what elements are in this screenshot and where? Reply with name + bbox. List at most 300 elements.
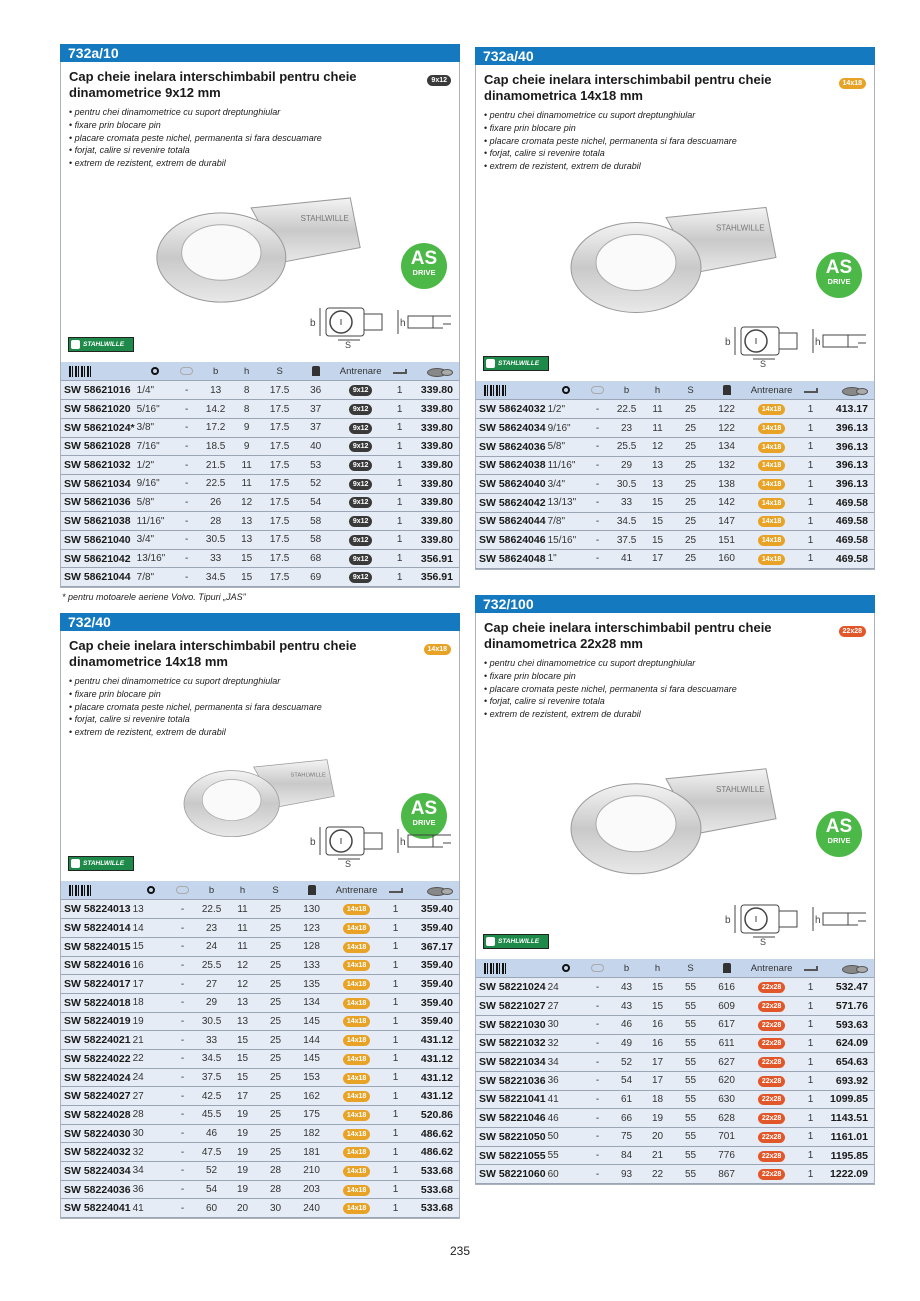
article-code: SW 58224014 bbox=[61, 919, 131, 938]
s-value: 55 bbox=[672, 1146, 710, 1165]
ring-size: 13 bbox=[131, 900, 171, 919]
link-icon bbox=[180, 367, 193, 375]
svg-text:b: b bbox=[725, 914, 731, 926]
weight-value: 135 bbox=[295, 975, 329, 994]
table-row bbox=[61, 1068, 459, 1087]
price: 339.80 bbox=[411, 530, 459, 549]
h-value: 15 bbox=[233, 549, 261, 568]
svg-text:h: h bbox=[815, 914, 821, 926]
table-header-row bbox=[61, 362, 459, 381]
table-row bbox=[61, 1106, 459, 1125]
link-value: - bbox=[171, 1199, 195, 1218]
article-code: SW 58624042 bbox=[476, 493, 546, 512]
s-value: 25 bbox=[672, 437, 710, 456]
pack-qty: 1 bbox=[385, 1124, 407, 1143]
weight-value: 138 bbox=[710, 475, 744, 494]
table-row bbox=[61, 437, 459, 456]
b-value: 23 bbox=[610, 419, 644, 438]
link-value: - bbox=[171, 1180, 195, 1199]
ring-size: 11/16" bbox=[135, 512, 175, 531]
price: 396.13 bbox=[822, 475, 874, 494]
weight-value: 210 bbox=[295, 1162, 329, 1181]
article-code: SW 58621034 bbox=[61, 474, 135, 493]
ring-size: 27 bbox=[131, 1087, 171, 1106]
drive-badge: 22x28 bbox=[758, 1057, 785, 1068]
b-value: 28 bbox=[199, 512, 233, 531]
article-code: SW 58621036 bbox=[61, 493, 135, 512]
pack-qty: 1 bbox=[800, 1071, 822, 1090]
feature-item: • extrem de rezistent, extrem de durabil bbox=[484, 708, 874, 721]
weight-value: 617 bbox=[710, 1015, 744, 1034]
b-value: 22.5 bbox=[195, 900, 229, 919]
link-value: - bbox=[586, 1146, 610, 1165]
weight-value: 54 bbox=[299, 493, 333, 512]
table-header-row bbox=[476, 959, 874, 978]
as-drive-bottom: DRIVE bbox=[827, 277, 851, 287]
pack-qty: 1 bbox=[385, 1199, 407, 1218]
section-title bbox=[476, 613, 874, 652]
weight-value: 611 bbox=[710, 1034, 744, 1053]
price: 339.80 bbox=[411, 381, 459, 400]
ring-size: 24 bbox=[546, 978, 586, 997]
pack-qty: 1 bbox=[385, 1049, 407, 1068]
feature-item: • placare cromata peste nichel, permanenta si fara descuamare bbox=[484, 683, 874, 696]
pack-qty: 1 bbox=[389, 530, 411, 549]
pack-qty: 1 bbox=[389, 456, 411, 475]
col-h: h bbox=[229, 881, 257, 900]
article-code: SW 58221024 bbox=[476, 978, 546, 997]
price: 624.09 bbox=[822, 1034, 874, 1053]
ring-size: 34 bbox=[131, 1162, 171, 1181]
dimension-diagram bbox=[308, 817, 453, 867]
article-code: SW 58621024* bbox=[61, 418, 135, 437]
ring-size: 7/8" bbox=[546, 512, 586, 531]
h-value: 19 bbox=[229, 1180, 257, 1199]
price: 359.40 bbox=[407, 975, 459, 994]
b-value: 30.5 bbox=[610, 475, 644, 494]
link-value: - bbox=[586, 512, 610, 531]
h-value: 11 bbox=[229, 937, 257, 956]
b-value: 46 bbox=[195, 1124, 229, 1143]
col-h: h bbox=[233, 362, 261, 381]
b-value: 18.5 bbox=[199, 437, 233, 456]
table-row bbox=[61, 512, 459, 531]
b-value: 43 bbox=[610, 997, 644, 1016]
s-value: 17.5 bbox=[261, 512, 299, 531]
b-value: 49 bbox=[610, 1034, 644, 1053]
b-value: 33 bbox=[199, 549, 233, 568]
price: 431.12 bbox=[407, 1068, 459, 1087]
s-value: 25 bbox=[257, 1106, 295, 1125]
pack-qty: 1 bbox=[800, 419, 822, 438]
pack-qty: 1 bbox=[385, 1162, 407, 1181]
article-code: SW 58624040 bbox=[476, 475, 546, 494]
link-value: - bbox=[586, 549, 610, 568]
title-line-2: dinamometrice 9x12 mm bbox=[69, 85, 221, 100]
table-header-row bbox=[476, 381, 874, 400]
s-value: 17.5 bbox=[261, 437, 299, 456]
drive-badge: 14x18 bbox=[758, 423, 785, 434]
table-row bbox=[476, 456, 874, 475]
drive-size-badge: 14x18 bbox=[424, 644, 451, 655]
weight-value: 867 bbox=[710, 1165, 744, 1184]
pack-qty: 1 bbox=[800, 1034, 822, 1053]
h-value: 12 bbox=[229, 956, 257, 975]
h-value: 12 bbox=[644, 437, 672, 456]
table-row bbox=[61, 956, 459, 975]
pack-qty: 1 bbox=[389, 549, 411, 568]
pack-qty: 1 bbox=[389, 418, 411, 437]
table-row bbox=[61, 530, 459, 549]
svg-text:b: b bbox=[310, 836, 316, 848]
drive-badge: 14x18 bbox=[758, 535, 785, 546]
price: 359.40 bbox=[407, 993, 459, 1012]
link-value: - bbox=[171, 1124, 195, 1143]
svg-text:b: b bbox=[310, 317, 316, 329]
drive-badge: 14x18 bbox=[343, 960, 370, 971]
weight-value: 162 bbox=[295, 1087, 329, 1106]
link-value: - bbox=[586, 1127, 610, 1146]
s-value: 55 bbox=[672, 1071, 710, 1090]
article-code: SW 58221027 bbox=[476, 997, 546, 1016]
col-drive: Antrenare bbox=[333, 362, 389, 381]
pack-qty: 1 bbox=[800, 1165, 822, 1184]
ring-size: 1/2" bbox=[135, 456, 175, 475]
drive-badge: 14x18 bbox=[343, 1185, 370, 1196]
drive-size-badge: 9x12 bbox=[427, 75, 451, 86]
s-value: 17.5 bbox=[261, 400, 299, 419]
feature-item: • extrem de rezistent, extrem de durabil bbox=[69, 157, 459, 170]
pack-qty: 1 bbox=[385, 937, 407, 956]
s-value: 25 bbox=[672, 400, 710, 419]
b-value: 13 bbox=[199, 381, 233, 400]
feature-item: • forjat, calire si revenire totala bbox=[484, 147, 874, 160]
drive-badge: 14x18 bbox=[343, 923, 370, 934]
ring-size-icon bbox=[147, 886, 155, 894]
article-code: SW 58624038 bbox=[476, 456, 546, 475]
ring-size: 1" bbox=[546, 549, 586, 568]
weight-value: 182 bbox=[295, 1124, 329, 1143]
table-row bbox=[476, 1146, 874, 1165]
h-value: 17 bbox=[644, 1053, 672, 1072]
feature-item: • pentru chei dinamometrice cu suport dreptunghiular bbox=[484, 657, 874, 670]
drive-badge: 9x12 bbox=[349, 385, 373, 396]
link-value: - bbox=[175, 512, 199, 531]
weight-value: 145 bbox=[295, 1012, 329, 1031]
drive-badge: 14x18 bbox=[343, 1147, 370, 1158]
drive-badge: 14x18 bbox=[343, 1073, 370, 1084]
weight-value: 203 bbox=[295, 1180, 329, 1199]
feature-item: • placare cromata peste nichel, permanenta si fara descuamare bbox=[69, 132, 459, 145]
price: 520.86 bbox=[407, 1106, 459, 1125]
drive-badge: 14x18 bbox=[343, 904, 370, 915]
ring-size: 50 bbox=[546, 1127, 586, 1146]
pack-qty: 1 bbox=[800, 997, 822, 1016]
pack-qty: 1 bbox=[800, 1090, 822, 1109]
h-value: 15 bbox=[233, 568, 261, 587]
ring-size: 18 bbox=[131, 993, 171, 1012]
svg-text:h: h bbox=[815, 336, 821, 348]
ring-size: 17 bbox=[131, 975, 171, 994]
table-row bbox=[61, 1012, 459, 1031]
drive-badge: 22x28 bbox=[758, 1132, 785, 1143]
section-732-100 bbox=[475, 595, 875, 1185]
h-value: 20 bbox=[229, 1199, 257, 1218]
dimension-diagram bbox=[723, 899, 868, 945]
svg-text:STAHLWILLE: STAHLWILLE bbox=[300, 213, 349, 223]
price: 469.58 bbox=[822, 531, 874, 550]
title-line-1: Cap cheie inelara interschimbabil pentru cheie bbox=[69, 69, 357, 84]
svg-text:S: S bbox=[760, 936, 767, 945]
title-line-1: Cap cheie inelara interschimbabil pentru cheie bbox=[484, 620, 772, 635]
b-value: 75 bbox=[610, 1127, 644, 1146]
price: 1143.51 bbox=[822, 1109, 874, 1128]
s-value: 55 bbox=[672, 1034, 710, 1053]
pack-qty: 1 bbox=[800, 1127, 822, 1146]
table-row bbox=[61, 1124, 459, 1143]
ring-size: 1/4" bbox=[135, 381, 175, 400]
price: 1161.01 bbox=[822, 1127, 874, 1146]
article-code: SW 58221055 bbox=[476, 1146, 546, 1165]
spec-table bbox=[61, 362, 459, 587]
article-code: SW 58621032 bbox=[61, 456, 135, 475]
s-value: 25 bbox=[672, 512, 710, 531]
drive-badge: 22x28 bbox=[758, 1113, 785, 1124]
as-drive-top: AS bbox=[410, 797, 438, 819]
s-value: 25 bbox=[257, 975, 295, 994]
svg-text:STAHLWILLE: STAHLWILLE bbox=[716, 784, 765, 794]
ring-size-icon bbox=[562, 964, 570, 972]
drive-badge: 22x28 bbox=[758, 982, 785, 993]
price: 359.40 bbox=[407, 956, 459, 975]
weight-value: 175 bbox=[295, 1106, 329, 1125]
table-row bbox=[476, 978, 874, 997]
article-code: SW 58221060 bbox=[476, 1165, 546, 1184]
s-value: 25 bbox=[672, 419, 710, 438]
col-drive: Antrenare bbox=[329, 881, 385, 900]
section-title bbox=[61, 631, 459, 670]
weight-value: 122 bbox=[710, 419, 744, 438]
ring-size: 15/16" bbox=[546, 531, 586, 550]
link-value: - bbox=[175, 493, 199, 512]
feature-item: • placare cromata peste nichel, permanenta si fara descuamare bbox=[69, 701, 459, 714]
ring-size: 13/13" bbox=[546, 493, 586, 512]
link-value: - bbox=[175, 437, 199, 456]
ring-size: 41 bbox=[546, 1090, 586, 1109]
feature-item: • fixare prin blocare pin bbox=[69, 119, 459, 132]
pack-qty-icon bbox=[804, 966, 818, 971]
table-row bbox=[476, 475, 874, 494]
h-value: 12 bbox=[229, 975, 257, 994]
price: 431.12 bbox=[407, 1087, 459, 1106]
link-value: - bbox=[586, 1090, 610, 1109]
b-value: 34.5 bbox=[199, 568, 233, 587]
ring-size: 3/8" bbox=[135, 418, 175, 437]
s-value: 25 bbox=[257, 1031, 295, 1050]
stahlwille-logo: STAHLWILLE bbox=[68, 337, 134, 352]
ring-size: 3/4" bbox=[135, 530, 175, 549]
link-value: - bbox=[175, 474, 199, 493]
h-value: 13 bbox=[644, 456, 672, 475]
link-value: - bbox=[175, 549, 199, 568]
product-image-area bbox=[61, 170, 459, 362]
table-row bbox=[476, 437, 874, 456]
s-value: 55 bbox=[672, 1090, 710, 1109]
link-value: - bbox=[175, 568, 199, 587]
drive-badge: 22x28 bbox=[758, 1076, 785, 1087]
article-code: SW 58624036 bbox=[476, 437, 546, 456]
b-value: 21.5 bbox=[199, 456, 233, 475]
link-value: - bbox=[171, 1143, 195, 1162]
link-value: - bbox=[171, 900, 195, 919]
h-value: 15 bbox=[644, 531, 672, 550]
h-value: 9 bbox=[233, 437, 261, 456]
article-code: SW 58224036 bbox=[61, 1180, 131, 1199]
table-row bbox=[61, 1087, 459, 1106]
h-value: 15 bbox=[644, 997, 672, 1016]
s-value: 17.5 bbox=[261, 493, 299, 512]
table-row bbox=[61, 919, 459, 938]
table-row bbox=[61, 975, 459, 994]
drive-badge: 22x28 bbox=[758, 1094, 785, 1105]
drive-badge: 14x18 bbox=[343, 1016, 370, 1027]
link-value: - bbox=[171, 1049, 195, 1068]
col-drive: Antrenare bbox=[744, 959, 800, 978]
link-value: - bbox=[171, 956, 195, 975]
section-732a-40 bbox=[475, 47, 875, 570]
pack-qty: 1 bbox=[800, 475, 822, 494]
h-value: 17 bbox=[229, 1087, 257, 1106]
weight-value: 134 bbox=[710, 437, 744, 456]
drive-badge: 22x28 bbox=[758, 1169, 785, 1180]
b-value: 84 bbox=[610, 1146, 644, 1165]
section-732-40 bbox=[60, 613, 460, 1219]
s-value: 25 bbox=[672, 549, 710, 568]
weight-value: 58 bbox=[299, 512, 333, 531]
drive-badge: 22x28 bbox=[758, 1001, 785, 1012]
s-value: 30 bbox=[257, 1199, 295, 1218]
link-value: - bbox=[586, 475, 610, 494]
h-value: 15 bbox=[229, 1049, 257, 1068]
b-value: 14.2 bbox=[199, 400, 233, 419]
link-value: - bbox=[171, 1012, 195, 1031]
s-value: 25 bbox=[257, 1087, 295, 1106]
section-code: 732a/40 bbox=[475, 47, 875, 65]
s-value: 25 bbox=[672, 531, 710, 550]
table-row bbox=[61, 474, 459, 493]
s-value: 55 bbox=[672, 1015, 710, 1034]
b-value: 33 bbox=[610, 493, 644, 512]
s-value: 55 bbox=[672, 1053, 710, 1072]
b-value: 52 bbox=[195, 1162, 229, 1181]
title-line-2: dinamometrica 14x18 mm bbox=[484, 88, 643, 103]
weight-value: 52 bbox=[299, 474, 333, 493]
link-value: - bbox=[175, 418, 199, 437]
s-value: 17.5 bbox=[261, 456, 299, 475]
barcode-icon bbox=[484, 963, 508, 974]
h-value: 9 bbox=[233, 418, 261, 437]
article-code: SW 58624048 bbox=[476, 549, 546, 568]
price: 1099.85 bbox=[822, 1090, 874, 1109]
table-row bbox=[476, 1127, 874, 1146]
price: 356.91 bbox=[411, 568, 459, 587]
table-row bbox=[61, 1143, 459, 1162]
article-code: SW 58221034 bbox=[476, 1053, 546, 1072]
weight-value: 130 bbox=[295, 900, 329, 919]
s-value: 25 bbox=[257, 993, 295, 1012]
weight-icon bbox=[312, 366, 320, 376]
weight-value: 627 bbox=[710, 1053, 744, 1072]
pack-qty: 1 bbox=[800, 1053, 822, 1072]
link-value: - bbox=[171, 1162, 195, 1181]
col-drive: Antrenare bbox=[744, 381, 800, 400]
table-row bbox=[61, 937, 459, 956]
drive-badge: 9x12 bbox=[349, 460, 373, 471]
ring-size: 14 bbox=[131, 919, 171, 938]
b-value: 37.5 bbox=[195, 1068, 229, 1087]
table-row bbox=[61, 1199, 459, 1218]
as-drive-badge bbox=[816, 811, 862, 857]
ring-size-icon bbox=[562, 386, 570, 394]
article-code: SW 58624046 bbox=[476, 531, 546, 550]
table-row bbox=[61, 381, 459, 400]
article-code: SW 58224028 bbox=[61, 1106, 131, 1125]
svg-text:S: S bbox=[345, 858, 352, 867]
drive-badge: 9x12 bbox=[349, 404, 373, 415]
drive-badge: 14x18 bbox=[343, 979, 370, 990]
link-value: - bbox=[175, 400, 199, 419]
weight-value: 144 bbox=[295, 1031, 329, 1050]
weight-value: 616 bbox=[710, 978, 744, 997]
weight-value: 40 bbox=[299, 437, 333, 456]
drive-badge: 14x18 bbox=[758, 404, 785, 415]
h-value: 13 bbox=[229, 1012, 257, 1031]
s-value: 28 bbox=[257, 1162, 295, 1181]
drive-badge: 9x12 bbox=[349, 441, 373, 452]
h-value: 11 bbox=[233, 474, 261, 493]
feature-item: • forjat, calire si revenire totala bbox=[484, 695, 874, 708]
drive-badge: 9x12 bbox=[349, 516, 373, 527]
b-value: 61 bbox=[610, 1090, 644, 1109]
table-row bbox=[476, 1015, 874, 1034]
s-value: 28 bbox=[257, 1180, 295, 1199]
b-value: 22.5 bbox=[199, 474, 233, 493]
h-value: 17 bbox=[644, 1071, 672, 1090]
weight-value: 628 bbox=[710, 1109, 744, 1128]
price: 339.80 bbox=[411, 437, 459, 456]
col-h: h bbox=[644, 959, 672, 978]
pack-qty: 1 bbox=[385, 1031, 407, 1050]
article-code: SW 58224041 bbox=[61, 1199, 131, 1218]
weight-value: 122 bbox=[710, 400, 744, 419]
b-value: 34.5 bbox=[195, 1049, 229, 1068]
ring-size: 21 bbox=[131, 1031, 171, 1050]
b-value: 30.5 bbox=[199, 530, 233, 549]
article-code: SW 58224015 bbox=[61, 937, 131, 956]
weight-icon bbox=[308, 885, 316, 895]
article-code: SW 58224017 bbox=[61, 975, 131, 994]
col-b: b bbox=[195, 881, 229, 900]
h-value: 11 bbox=[233, 456, 261, 475]
h-value: 13 bbox=[644, 475, 672, 494]
link-value: - bbox=[586, 419, 610, 438]
pack-qty-icon bbox=[804, 388, 818, 393]
price-icon bbox=[427, 366, 453, 377]
pack-qty: 1 bbox=[800, 531, 822, 550]
section-code: 732/100 bbox=[475, 595, 875, 613]
ring-size: 32 bbox=[546, 1034, 586, 1053]
article-code: SW 58221030 bbox=[476, 1015, 546, 1034]
